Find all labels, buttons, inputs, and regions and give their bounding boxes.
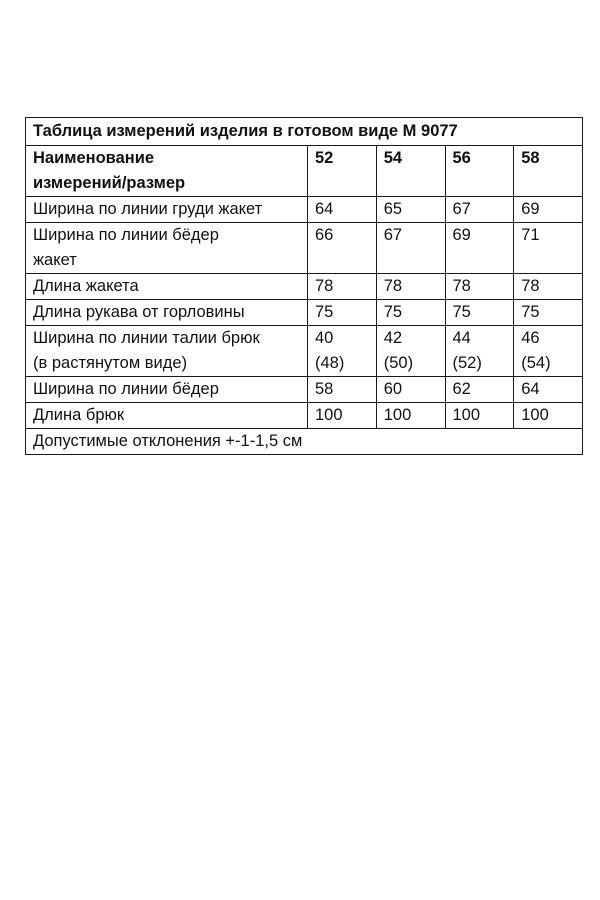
header-size-cell: 56: [445, 146, 514, 197]
table-header-row: [26, 146, 583, 197]
measurement-name-cell: Ширина по линии бёдер: [26, 377, 308, 403]
measurement-value-cell: 42 (50): [376, 326, 445, 377]
measurement-value-cell: 67: [376, 223, 445, 274]
measurement-value-cell: 78: [376, 274, 445, 300]
measurement-name-cell: Ширина по линии груди жакет: [26, 197, 308, 223]
measurement-value-cell: 64: [308, 197, 377, 223]
measurement-name-cell: Ширина по линии талии брюк (в растянутом виде): [26, 326, 308, 377]
table-title: Таблица измерений изделия в готовом виде М 9077: [26, 118, 583, 146]
measurement-value-cell: 78: [445, 274, 514, 300]
measurement-value-cell: 100: [308, 403, 377, 429]
header-size-cell: 58: [514, 146, 583, 197]
table-title-row: [26, 118, 583, 146]
measurement-value-cell: 44 (52): [445, 326, 514, 377]
measurement-value-cell: 64: [514, 377, 583, 403]
measurement-value-cell: 100: [376, 403, 445, 429]
table-note-row: [26, 429, 583, 455]
table-row: [26, 377, 583, 403]
measurement-value-cell: 100: [445, 403, 514, 429]
measurement-value-cell: 75: [514, 300, 583, 326]
measurement-value-cell: 46 (54): [514, 326, 583, 377]
table-row: [26, 403, 583, 429]
measurement-value-cell: 60: [376, 377, 445, 403]
table-row: [26, 300, 583, 326]
measurement-value-cell: 78: [308, 274, 377, 300]
measurement-value-cell: 69: [514, 197, 583, 223]
measurement-value-cell: 69: [445, 223, 514, 274]
measurement-value-cell: 100: [514, 403, 583, 429]
table-row: [26, 197, 583, 223]
header-size-cell: 52: [308, 146, 377, 197]
header-size-cell: 54: [376, 146, 445, 197]
measurement-value-cell: 58: [308, 377, 377, 403]
measurement-name-cell: Длина брюк: [26, 403, 308, 429]
measurement-value-cell: 40 (48): [308, 326, 377, 377]
tolerance-note: Допустимые отклонения +-1-1,5 см: [26, 429, 583, 455]
measurement-value-cell: 62: [445, 377, 514, 403]
measurement-value-cell: 75: [445, 300, 514, 326]
table-row: [26, 326, 583, 377]
measurement-value-cell: 71: [514, 223, 583, 274]
measurement-name-cell: Длина рукава от горловины: [26, 300, 308, 326]
table-row: [26, 223, 583, 274]
table-row: [26, 274, 583, 300]
measurement-name-cell: Длина жакета: [26, 274, 308, 300]
measurement-value-cell: 67: [445, 197, 514, 223]
measurement-value-cell: 65: [376, 197, 445, 223]
measurement-value-cell: 75: [376, 300, 445, 326]
measurement-value-cell: 78: [514, 274, 583, 300]
header-name-cell: Наименование измерений/размер: [26, 146, 308, 197]
measurement-table: [25, 117, 583, 455]
measurement-value-cell: 66: [308, 223, 377, 274]
measurement-name-cell: Ширина по линии бёдер жакет: [26, 223, 308, 274]
measurement-value-cell: 75: [308, 300, 377, 326]
